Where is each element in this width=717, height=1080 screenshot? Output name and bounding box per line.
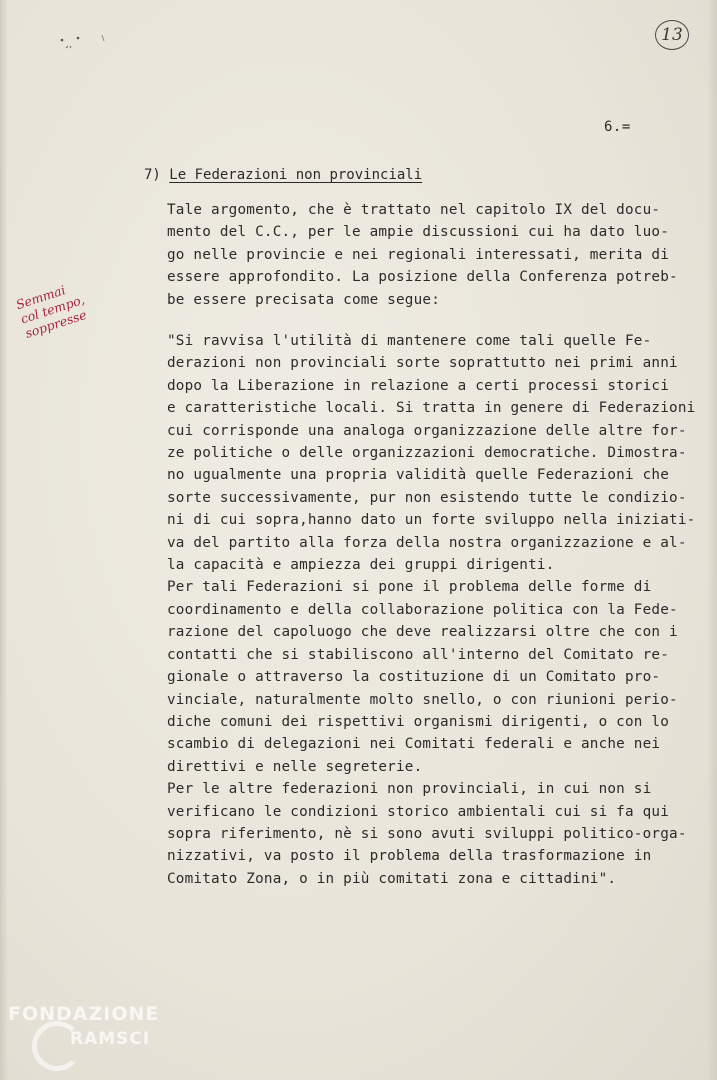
watermark-line-1: FONDAZIONE bbox=[8, 1003, 160, 1025]
intro-paragraph: Tale argomento, che è trattato nel capitolo IX del docu- mento del C.C., per le ampie discussioni cui ha dato luo- go nelle provincie e nei regionali interessati, merita di essere approfondito. La posizione della Conferenza potreb- be essere precisata come segue: bbox=[167, 202, 678, 308]
section-title: Le Federazioni non provinciali bbox=[169, 167, 423, 183]
pencil-tick bbox=[102, 35, 104, 41]
section-heading bbox=[144, 167, 422, 183]
pencil-dot bbox=[77, 37, 80, 40]
page-edge-left bbox=[0, 0, 8, 1080]
pencil-tick bbox=[66, 46, 71, 48]
corner-pencil-marks bbox=[58, 32, 108, 52]
page-edge-right bbox=[707, 0, 717, 1080]
handwritten-margin-note: Semmai col tempo, soppresse bbox=[14, 282, 89, 341]
page-number: 6.= bbox=[604, 119, 631, 135]
watermark-line-2: RAMSCI bbox=[70, 1029, 151, 1049]
archive-watermark bbox=[8, 1003, 208, 1063]
archive-number-stamp: 13 bbox=[655, 20, 689, 50]
section-number: 7) bbox=[144, 167, 161, 183]
quoted-proposal-text: "Si ravvisa l'utilità di mantenere come tali quelle Fe- derazioni non provinciali sorte soprattutto nei primi anni dopo la Liberazione in relazione a certi processi storici e caratteristiche locali. Si tratta in genere di Federazioni cui corrisponde una analoga organizzazione delle altre for- ze politiche o delle organizzazioni democratiche. Dimostra- no ugualmente una propria validità quelle Federazioni che sorte successivamente, pur non esistendo tutte le condizio- ni di cui sopra,hanno dato un forte sviluppo nella iniziati- va del partito alla forza della nostra organizzazione e al- la capacità e ampiezza dei gruppi dirigenti. Per tali Federazioni si pone il problema delle forme di coordinamento e della collaborazione politica con la Fede- razione del capoluogo che deve realizzarsi oltre che con i contatti che si stabiliscono all'interno del Comitato re- gionale o attraverso la costituzione di un Comitato pro- vinciale, naturalmente molto snello, o con riunioni perio- diche comuni dei rispettivi organismi dirigenti, o con lo scambio di delegazioni nei Comitati federali e anche nei direttivi e nelle segreterie. Per le altre federazioni non provinciali, in cui non si verificano le condizioni storico ambientali cui si fa qui sopra riferimento, nè si sono avuti sviluppi politico-orga- nizzativi, va posto il problema della trasformazione in Comitato Zona, o in più comitati zona e cittadini". bbox=[167, 333, 696, 887]
pencil-dot bbox=[61, 39, 64, 42]
